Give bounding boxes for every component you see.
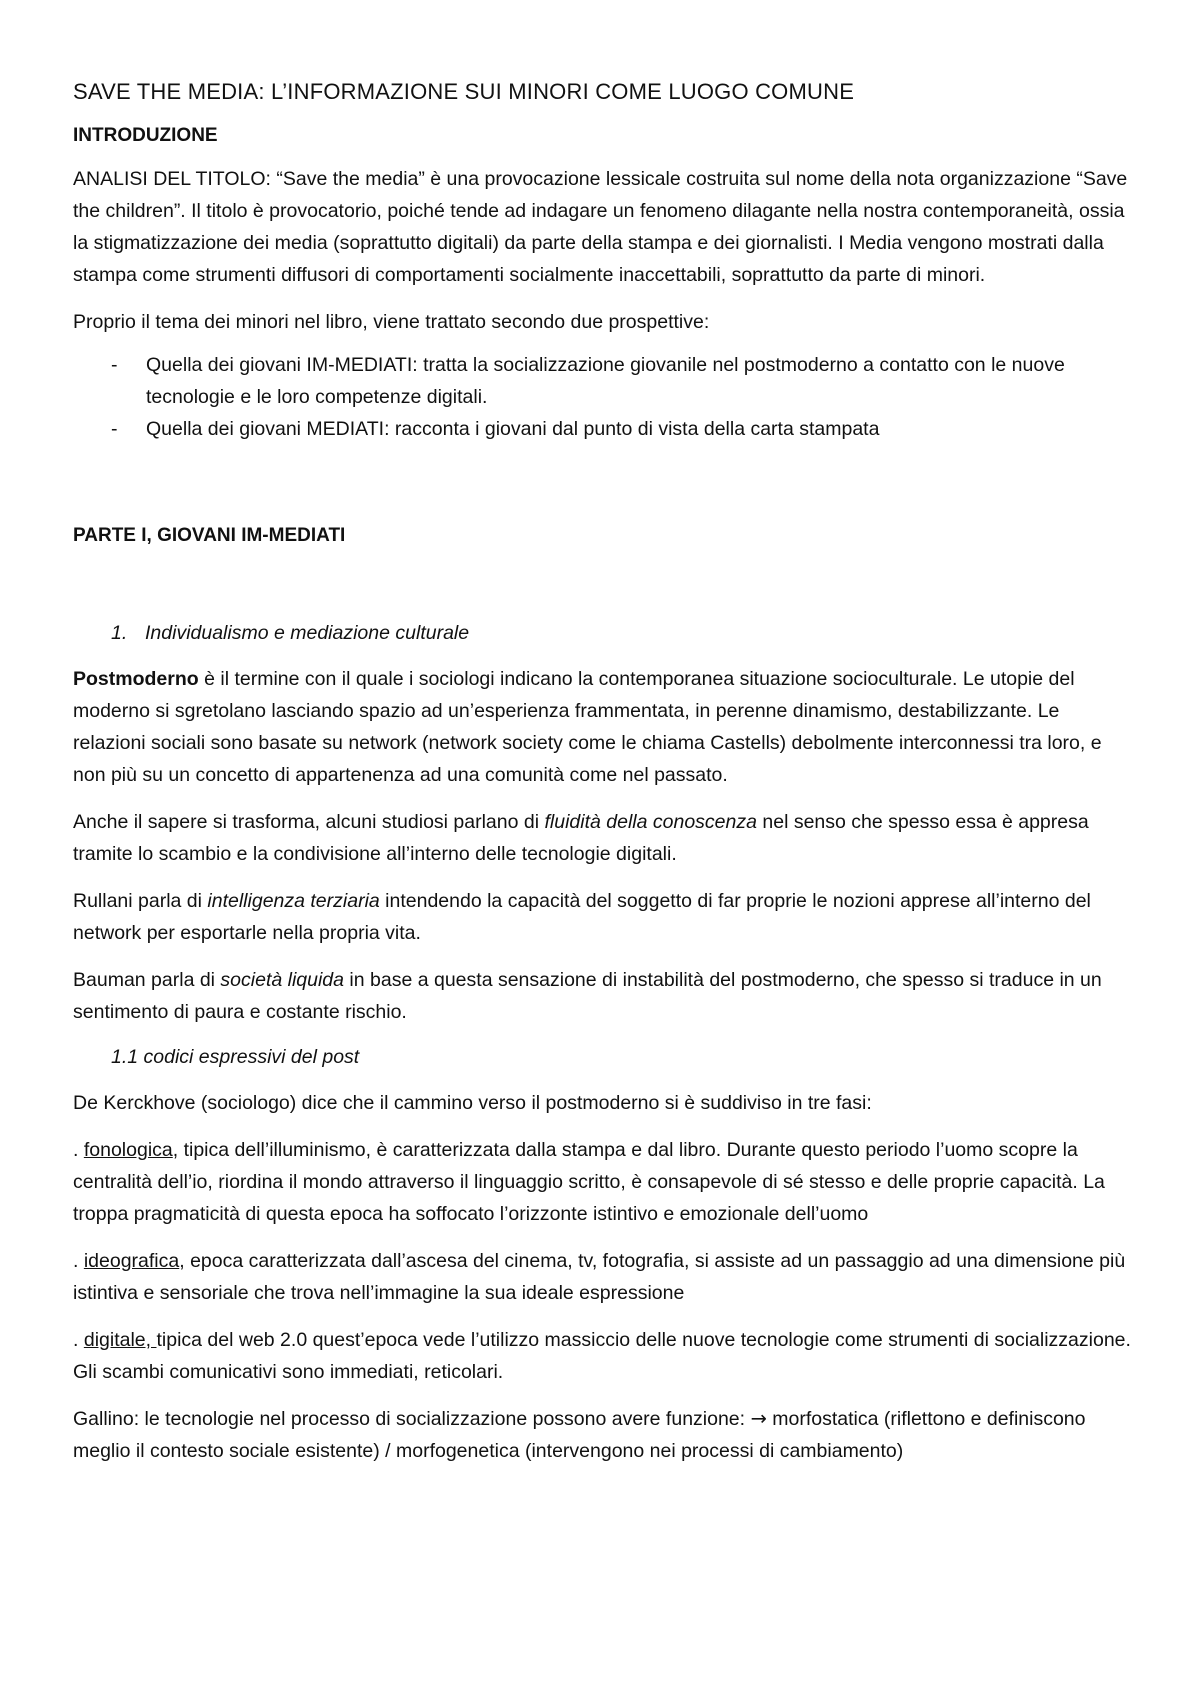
paragraph-postmoderno: Postmoderno è il termine con il quale i sociologi indicano la contemporanea situazione socioculturale. Le utopie del moderno si sgretolano lasciando spazio ad un’esperienza frammentata, in perenne dinamismo, destabilizzante. Le relazioni sociali sono basate su network (network society come le chiama Castells) debolmente interconnessi tra loro, e non più su un concetto di appartenenza ad una comunità come nel passato. (73, 668, 1102, 786)
list-item: - Quella dei giovani MEDIATI: racconta i giovani dal punto di vista della carta stampata (73, 413, 1133, 445)
paragraph-bauman: Bauman parla di società liquida in base a questa sensazione di instabilità del postmoderno, che spesso si traduce in un sentimento di paura e costante rischio. (73, 969, 1102, 1023)
introduction-heading: INTRODUZIONE (73, 125, 218, 146)
term-fluidita: fluidità della conoscenza (544, 811, 757, 833)
arrow-right-icon: → (750, 1407, 767, 1430)
term-ideografica: ideografica (83, 1250, 180, 1272)
paragraph-fase-ideografica: . ideografica, epoca caratterizzata dall’ascesa del cinema, tv, fotografia, si assiste ad un passaggio ad una dimensione più istintiva e sensoriale che trova nell’immagine la sua ideale espressione (73, 1250, 1126, 1304)
term-fonologica: fonologica (83, 1139, 173, 1161)
part-one-heading: PARTE I, GIOVANI IM-MEDIATI (73, 525, 346, 546)
perspectives-list (73, 349, 1133, 445)
term-intelligenza-terziaria: intelligenza terziaria (207, 890, 380, 912)
paragraph-gallino: Gallino: le tecnologie nel processo di socializzazione possono avere funzione: → morfostatica (riflettono e definiscono meglio il contesto sociale esistente) / morfogenetica (intervengono nei processi di cambiamento) (73, 1407, 1086, 1462)
list-item: - Quella dei giovani IM-MEDIATI: tratta la socializzazione giovanile nel postmoderno a contatto con le nuove tecnologie e le loro competenze digitali. (73, 349, 1133, 413)
term-digitale: digitale, (83, 1329, 157, 1351)
paragraph-tema-minori: Proprio il tema dei minori nel libro, viene trattato secondo due prospettive: (73, 311, 710, 333)
section-1-1-heading: 1.1 codici espressivi del post (111, 1046, 360, 1068)
term-postmoderno: Postmoderno (73, 668, 199, 690)
paragraph-sapere: Anche il sapere si trasforma, alcuni studiosi parlano di fluidità della conoscenza nel senso che spesso essa è appresa tramite lo scambio e la condivisione all’interno delle tecnologie digitali. (73, 811, 1089, 865)
term-societa-liquida: società liquida (220, 969, 345, 991)
section-1-heading (73, 617, 1133, 649)
paragraph-analisi-titolo: ANALISI DEL TITOLO: “Save the media” è una provocazione lessicale costruita sul nome della nota organizzazione “Save the children”. Il titolo è provocatorio, poiché tende ad indagare un fenomeno dilagante nella nostra contemporaneità, ossia la stigmatizzazione dei media (soprattutto digitali) da parte della stampa e dei giornalisti. I Media vengono mostrati dalla stampa come strumenti diffusori di comportamenti socialmente inaccettabili, soprattutto da parte di minori. (73, 168, 1128, 286)
section-title: Individualismo e mediazione culturale (145, 622, 470, 644)
paragraph-rullani: Rullani parla di intelligenza terziaria intendendo la capacità del soggetto di far proprie le nozioni apprese all’interno del network per esportarle nella propria vita. (73, 890, 1091, 944)
document-page (73, 78, 1133, 1467)
paragraph-fase-digitale: . digitale, tipica del web 2.0 quest’epoca vede l’utilizzo massiccio delle nuove tecnologie come strumenti di socializzazione. Gli scambi comunicativi sono immediati, reticolari. (73, 1329, 1131, 1383)
paragraph-fase-fonologica: . fonologica, tipica dell’illuminismo, è caratterizzata dalla stampa e dal libro. Durante questo periodo l’uomo scopre la centralità dell’io, riordina il mondo attraverso il linguaggio scritto, è consapevole di sé stesso e delle proprie capacità. La troppa pragmaticità di questa epoca ha soffocato l’orizzonte istintivo e emozionale dell’uomo (73, 1139, 1105, 1225)
paragraph-kerckhove: De Kerckhove (sociologo) dice che il cammino verso il postmoderno si è suddiviso in tre fasi: (73, 1092, 872, 1114)
document-title: SAVE THE MEDIA: L’INFORMAZIONE SUI MINORI COME LUOGO COMUNE (73, 79, 855, 104)
section-number: 1. (111, 622, 128, 644)
